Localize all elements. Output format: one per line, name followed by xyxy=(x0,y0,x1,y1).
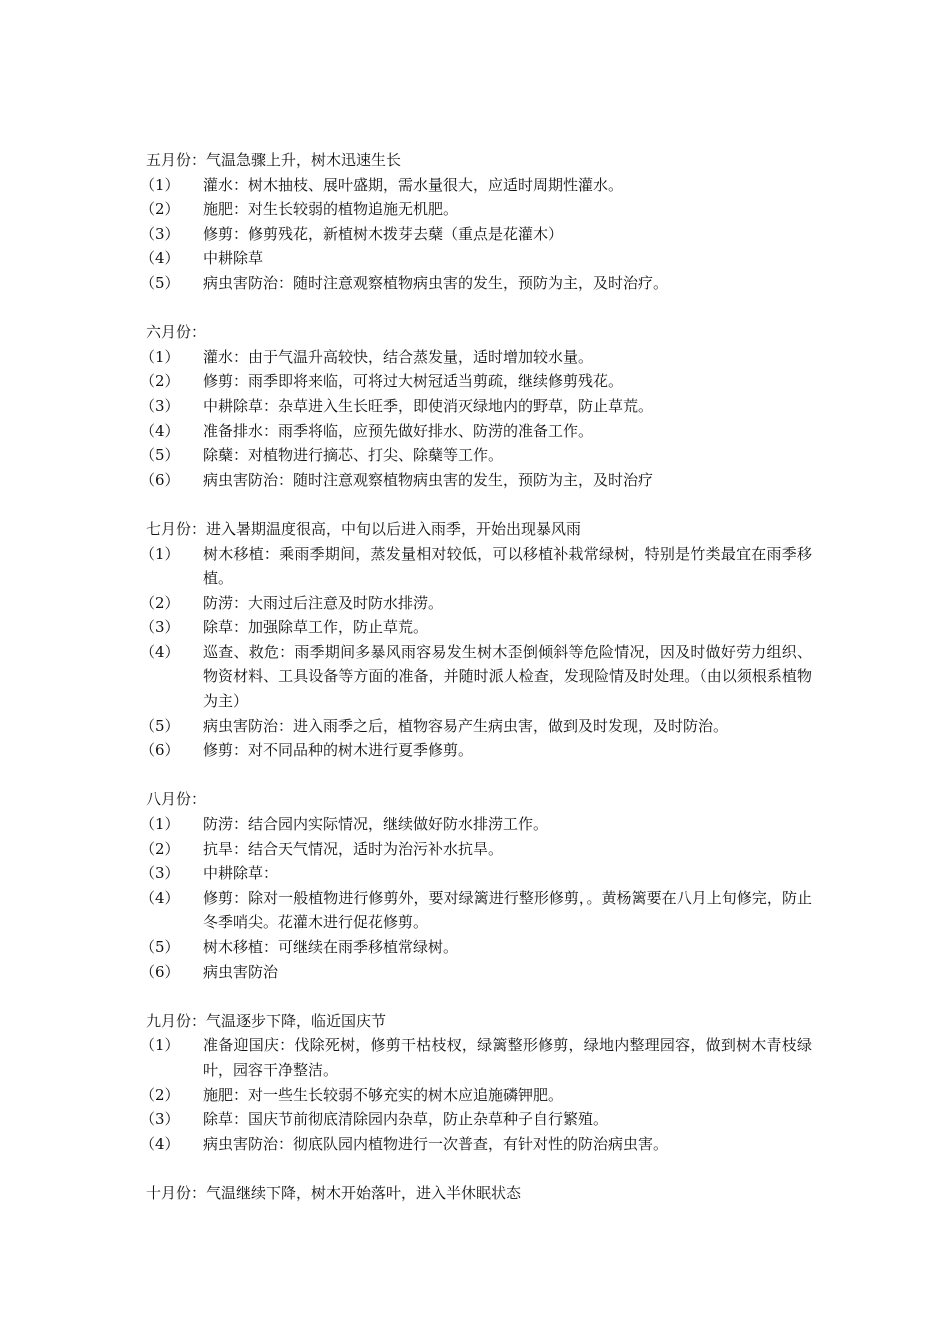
item-text: 除草：国庆节前彻底清除园内杂草，防止杂草种子自行繁殖。 xyxy=(203,1110,609,1129)
item-number: （5） xyxy=(140,273,180,292)
item-text: 中耕除草 xyxy=(203,249,264,268)
document-body xyxy=(140,148,812,1230)
item-text: 除草：加强除草工作，防止草荒。 xyxy=(203,618,429,637)
list-item xyxy=(140,271,812,296)
item-text: 防涝：大雨过后注意及时防水排涝。 xyxy=(203,593,444,612)
item-text: 修剪：除对一般植物进行修剪外，要对绿篱进行整形修剪，。黄杨篱要在八月上旬修完，防止冬季哨尖。花灌木进行促花修剪。 xyxy=(203,888,812,932)
list-item xyxy=(140,738,812,763)
item-text: 中耕除草： xyxy=(203,864,279,883)
item-number: （1） xyxy=(140,175,180,194)
item-number: （4） xyxy=(140,249,180,268)
section-october xyxy=(146,1181,812,1206)
list-item xyxy=(140,615,812,640)
item-number: （5） xyxy=(140,938,180,956)
list-item xyxy=(140,640,812,714)
item-number: （4） xyxy=(140,642,180,661)
item-text: 修剪：修剪残花，新植树木拨芽去蘖（重点是花灌木） xyxy=(203,224,564,243)
list-item xyxy=(140,935,812,960)
list-item xyxy=(140,591,812,616)
item-number: （2） xyxy=(140,839,180,858)
item-text: 病虫害防治：随时注意观察植物病虫害的发生，预防为主，及时治疗 xyxy=(203,470,654,489)
list-item xyxy=(140,714,812,739)
item-text: 修剪：对不同品种的树木进行夏季修剪。 xyxy=(203,741,474,760)
section-september xyxy=(140,1009,812,1157)
item-text: 病虫害防治 xyxy=(203,962,279,981)
section-heading: 七月份：进入暑期温度很高，中旬以后进入雨季，开始出现暴风雨 xyxy=(146,519,582,538)
item-number: （5） xyxy=(140,716,180,735)
item-number: （3） xyxy=(140,618,180,637)
list-item xyxy=(140,345,812,370)
item-text: 除蘖：对植物进行摘芯、打尖、除蘖等工作。 xyxy=(203,446,504,465)
task-list xyxy=(140,812,812,984)
section-heading: 八月份： xyxy=(146,790,207,809)
item-number: （6） xyxy=(140,962,180,981)
item-number: （2） xyxy=(140,372,180,391)
list-item xyxy=(140,173,812,198)
section-july xyxy=(140,517,812,763)
list-item xyxy=(140,837,812,862)
list-item xyxy=(140,1132,812,1157)
list-item xyxy=(140,812,812,837)
item-number: （1） xyxy=(140,544,180,563)
item-number: （2） xyxy=(140,593,180,612)
list-item xyxy=(140,222,812,247)
section-may xyxy=(140,148,812,296)
item-text: 施肥：对一些生长较弱不够充实的树木应追施磷钾肥。 xyxy=(203,1085,564,1104)
list-item xyxy=(140,419,812,444)
item-number: （3） xyxy=(140,224,180,243)
list-item xyxy=(140,861,812,886)
list-item xyxy=(140,394,812,419)
item-number: （1） xyxy=(140,347,180,366)
item-text: 病虫害防治：进入雨季之后，植物容易产生病虫害，做到及时发现，及时防治。 xyxy=(203,716,729,735)
list-item xyxy=(140,960,812,985)
list-item xyxy=(140,1107,812,1132)
item-number: （1） xyxy=(140,1036,180,1055)
item-text: 抗旱：结合天气情况，适时为治污补水抗旱。 xyxy=(203,839,504,858)
list-item xyxy=(140,1083,812,1108)
section-heading: 十月份：气温继续下降，树木开始落叶，进入半休眠状态 xyxy=(146,1183,522,1202)
item-number: （2） xyxy=(140,1085,180,1104)
section-heading: 六月份： xyxy=(146,323,207,342)
list-item xyxy=(140,1033,812,1082)
item-text: 准备排水：雨季将临，应预先做好排水、防涝的准备工作。 xyxy=(203,421,594,440)
item-text: 修剪：雨季即将来临，可将过大树冠适当剪疏，继续修剪残花。 xyxy=(203,372,624,391)
section-august xyxy=(140,787,812,984)
item-number: （5） xyxy=(140,446,180,465)
item-number: （4） xyxy=(140,1134,180,1153)
list-item xyxy=(140,468,812,493)
list-item xyxy=(140,246,812,271)
item-number: （4） xyxy=(140,888,180,907)
item-text: 巡查、救危：雨季期间多暴风雨容易发生树木歪倒倾斜等危险情况，因及时做好劳力组织、物资材料、工具设备等方面的准备，并随时派人检查，发现险情及时处理。（由以须根系植物为主） xyxy=(203,642,812,711)
item-text: 病虫害防治：彻底队园内植物进行一次普查，有针对性的防治病虫害。 xyxy=(203,1134,669,1153)
section-heading: 五月份：气温急骤上升，树木迅速生长 xyxy=(146,151,402,169)
section-june xyxy=(140,320,812,492)
item-text: 防涝：结合园内实际情况，继续做好防水排涝工作。 xyxy=(203,815,549,834)
item-number: （2） xyxy=(140,200,180,219)
task-list xyxy=(140,345,812,493)
item-number: （3） xyxy=(140,1110,180,1129)
task-list xyxy=(140,1033,812,1156)
item-text: 病虫害防治：随时注意观察植物病虫害的发生，预防为主，及时治疗。 xyxy=(203,273,669,292)
item-number: （3） xyxy=(140,864,180,883)
item-text: 灌水：树木抽枝、展叶盛期，需水量很大，应适时周期性灌水。 xyxy=(203,175,624,194)
item-number: （6） xyxy=(140,470,180,489)
item-text: 准备迎国庆：伐除死树，修剪干枯枝杈，绿篱整形修剪，绿地内整理园容，做到树木青枝绿叶，园容干净整洁。 xyxy=(203,1036,812,1079)
list-item xyxy=(140,369,812,394)
item-text: 中耕除草：杂草进入生长旺季，即使消灭绿地内的野草，防止草荒。 xyxy=(203,396,654,415)
list-item xyxy=(140,886,812,935)
item-text: 灌水：由于气温升高较快，结合蒸发量，适时增加较水量。 xyxy=(203,347,594,366)
list-item xyxy=(140,443,812,468)
section-heading: 九月份：气温逐步下降，临近国庆节 xyxy=(146,1011,387,1030)
list-item xyxy=(140,542,812,591)
task-list xyxy=(140,173,812,296)
item-text: 树木移植：可继续在雨季移植常绿树。 xyxy=(203,938,459,956)
task-list xyxy=(140,542,812,763)
item-number: （4） xyxy=(140,421,180,440)
item-text: 施肥：对生长较弱的植物追施无机肥。 xyxy=(203,200,459,219)
item-number: （6） xyxy=(140,741,180,760)
item-text: 树木移植：乘雨季期间，蒸发量相对较低，可以移植补栽常绿树，特别是竹类最宜在雨季移植。 xyxy=(203,544,812,588)
list-item xyxy=(140,197,812,222)
item-number: （1） xyxy=(140,815,180,834)
item-number: （3） xyxy=(140,396,180,415)
